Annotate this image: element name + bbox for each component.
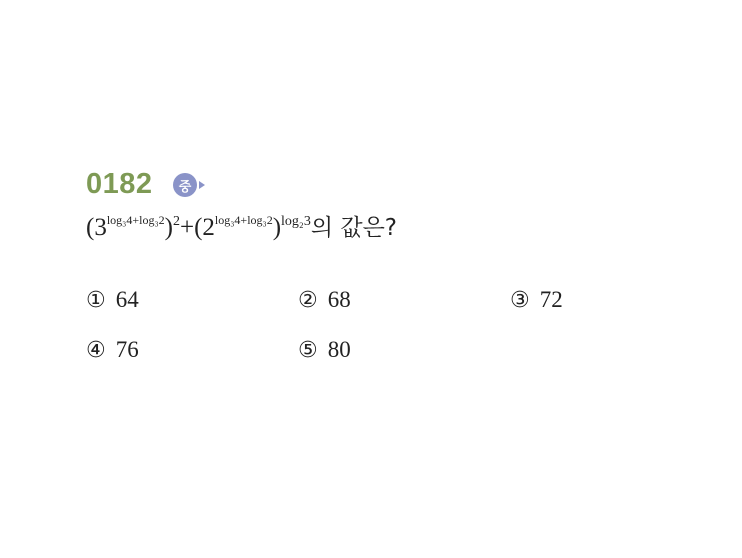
expr-plus: +	[179, 214, 195, 241]
expr-exponent-1: log₃4+log₃2	[106, 213, 165, 227]
choice-1[interactable]	[86, 287, 139, 313]
choice-3[interactable]	[510, 287, 563, 313]
choice-5[interactable]	[298, 337, 351, 363]
choice-2-mark: ②	[298, 288, 318, 313]
choice-4[interactable]	[86, 337, 139, 363]
choice-2-value: 68	[327, 287, 351, 312]
choice-3-mark: ③	[510, 288, 530, 313]
choice-4-value: 76	[115, 337, 139, 362]
difficulty-circle: 중	[173, 173, 197, 197]
expr-close-2: )	[272, 214, 282, 241]
difficulty-badge	[173, 173, 205, 197]
choice-2[interactable]	[298, 287, 351, 313]
chevron-right-icon	[199, 181, 205, 189]
choice-5-mark: ⑤	[298, 338, 318, 363]
choice-4-mark: ④	[86, 338, 106, 363]
choice-3-value: 72	[539, 287, 563, 312]
question-text	[86, 214, 397, 240]
choice-5-value: 80	[327, 337, 351, 362]
expr-open-2: (2	[194, 214, 215, 241]
choice-1-value: 64	[115, 287, 139, 312]
problem-number: 0182	[86, 168, 153, 200]
expr-open-1: (3	[86, 214, 107, 241]
expr-power-2: log₂3	[281, 214, 311, 229]
expr-exponent-2: log₃4+log₃2	[214, 213, 273, 227]
choice-1-mark: ①	[86, 288, 106, 313]
question-suffix: 의 값은?	[310, 215, 398, 241]
expr-close-1: )	[164, 214, 173, 241]
expr-power-1: 2	[172, 214, 180, 229]
